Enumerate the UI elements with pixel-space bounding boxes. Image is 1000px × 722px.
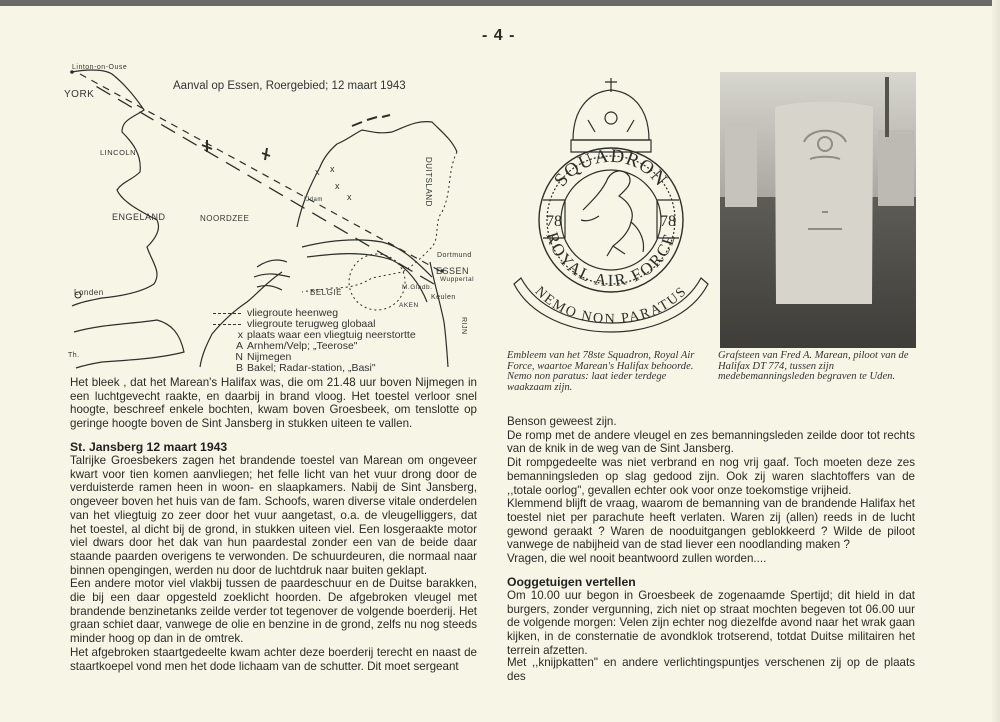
crash-marker: x [335,181,340,191]
label-duitsland: DUITSLAND [424,157,433,207]
section-heading-ooggetuigen: Ooggetuigen vertellen [507,575,636,589]
emblem-caption: Embleem van het 78ste Squadron, Royal Air Force, waartoe Marean's Halifax behoorde. Nemo non paratus: laat ieder terdege waakzaam zijn. [507,350,695,393]
paragraph: Het afgebroken staartgedeelte kwam achter deze boerderij terecht en naast de staartkoepel vond men het dode lichaam van de schutter. Dit moet sergeant [70,645,477,673]
section-heading-st-jansberg: St. Jansberg 12 maart 1943 [70,440,228,454]
background-headstone [725,127,757,207]
gravestone-image [720,72,916,348]
map-legend [213,308,416,374]
scan-right-edge [992,0,1000,722]
intro-paragraph: Het bleek , dat het Marean's Halifax was, die om 21.48 uur boven Nijmegen in een luchtgevecht raakte, en daarbij in brand vloog. Het toestel verloor snel hoogte, beschreef enkele bochten, kwam boven Groesbeek, om tenslotte op geringe hoogte boven de Sint Jansberg in stukken uiteen te vallen. [70,376,477,431]
legend-item: x plaats waar een vliegtuig neerstortte [213,330,416,341]
final-paragraph: Met ,,knijpkatten" en andere verlichtingspuntjes verschenen zij op de plaats des [507,656,915,683]
label-linton: Linton-on-Ouse [72,64,128,71]
legend-item: vliegroute heenweg [213,308,416,319]
paragraph: Dit rompgedeelte was niet verbrand en nog vrij gaaf. Toch moeten deze zes bemanningsleden op slag gedood zijn. Ook zij waren slachtoffers van de ,,totale oorlog", gevallen echter ook voor onze toekomstige vrijheid. [507,456,915,497]
german-border [302,152,457,292]
headstone [775,102,873,304]
lion-icon [581,171,644,256]
emblem-ring-text: ROYAL AIR FORCE [542,229,680,291]
england-south-coast [74,320,184,368]
gravestone-photo [720,72,916,348]
label-rijn: RIJN [460,317,467,335]
paragraph: Vragen, die wel nooit beantwoord zullen worden.... [507,552,767,566]
legend-symbol: N [235,351,243,363]
map-title: Aanval op Essen, Roergebied; 12 maart 1943 [173,80,406,92]
paragraph: Klemmend blijft de vraag, waarom de bemanning van de brandende Halifax het toestel niet per parachute heeft verlaten. Waren zij (allen) reeds in de lucht gewond geraakt ? Waren de nooduitgangen geblokkeerd ? Wilde de piloot vanwege de nabijheid van de stad liever een noodlanding maken ? [507,497,915,552]
legend-item: B Bakel; Radar-station, „Basi" [213,363,416,374]
legend-item: N Nijmegen [213,352,416,363]
zeeland-islands [254,260,290,290]
netherlands-coastline [297,122,457,227]
legend-item: vliegroute terugweg globaal [213,319,416,330]
label-keulen: Keulen [431,294,456,301]
label-londen: Londen [74,288,104,297]
crown-icon [573,90,649,140]
map-signature: Th. [68,352,80,359]
emblem-top-text: SQUADRON [550,145,672,191]
right-body [507,415,915,566]
crash-marker: x [330,164,335,174]
label-belgie: BELGIË [310,288,342,297]
squadron-emblem [503,70,718,342]
aircraft-icons [202,140,270,160]
label-dortmund: Dortmund [437,252,472,259]
emblem-motto: NEMO NON PARATUS [531,283,691,328]
return-route [92,84,434,284]
outbound-route [80,74,442,272]
label-ijdam: IJdam [304,197,323,203]
frisian-islands [352,115,390,126]
legend-symbol: x [237,329,243,341]
label-essen: ESSEN [436,266,470,276]
longdash-line-icon [213,324,241,325]
left-body [70,454,477,673]
crash-marker: x [347,192,352,202]
label-york: YORK [64,89,95,100]
label-wuppertal: Wuppertal [440,276,475,283]
legend-symbol: B [235,362,243,374]
background-headstone [878,130,914,206]
ooggetuigen-paragraph: Om 10.00 uur begon in Groesbeek de zogenaamde Spertijd; dit hield in dat burgers, zonder vergunning, zich niet op straat mochten begeven tot 06.00 uur de volgende morgen: Velen zijn echter nog diezelfde avond naar het wrak gaan kijken, in de consternatie de avondklok trotserend, totdat Duitse militairen het terrein afzetten. [507,589,915,657]
label-engeland: ENGELAND [112,212,166,222]
label-noordzee: NOORDZEE [200,214,250,223]
scan-top-edge [0,0,1000,6]
dash-line-icon [213,313,241,314]
tree-trunk [885,77,889,137]
crash-marker: x [315,167,320,177]
paragraph: Talrijke Groesbekers zagen het brandende toestel van Marean om ongeveer kwart voor tien komen aanvliegen; het felle licht van het vuur drong door de verduisterde ramen heen in woon- en slaapkamers. Nabij de Sint Jansberg, ongeveer boven het huis van de fam. Schoofs, waren diverse vitale onderdelen van het vliegtuig zo zeer door het vuur aangetast, o.a. de vleugelliggers, dat het toestel, al dicht bij de grond, in stukken uiteen viel. Een losgeraakte motor viel dwars door het dak van hun paardestal zonder een van de beide daar staande paarden overigens te verwonden. De schuurdeuren, die normaal naar binnen opengingen, werden nu door de luchtdruk naar buiten geklapt. [70,454,477,577]
page-number: - 4 - [482,27,516,44]
england-coastline [72,70,159,306]
paragraph: De romp met de andere vleugel en zes bemanningsleden zeilde door tot rechts van de knik in de weg van de Sint Jansberg. [507,428,915,456]
label-aken: AKEN [399,302,419,309]
photo-caption: Grafsteen van Fred A. Marean, piloot van de Halifax DT 774, tussen zijn medebemanningsleden begraven te Uden. [718,350,909,383]
emblem-drawing [503,70,718,342]
aircraft-icon [262,148,270,160]
emblem-number-left: 78 [546,213,562,230]
legend-symbol: A [235,340,243,352]
label-mgladbach: M.Gladb. [402,284,433,291]
emblem-number-right: 78 [660,213,676,230]
legend-item: A Arnhem/Velp; „Teerose" [213,341,416,352]
paragraph: Een andere motor viel vlakbij tussen de paardeschuur en de Duitse barakken, die bij een daar opgesteld zoeklicht hoorden. De afgebroken vleugel met brandende benzinetanks zeilde verder tot tegenover de volgende boerderij. Het graan schiet daar, vanwege de olie en benzine in de grond, zelfs nu nog steeds minder hoog op dan in de omtrek. [70,577,477,646]
paragraph: Benson geweest zijn. [507,415,617,428]
label-lincoln: LINCOLN [100,148,137,157]
